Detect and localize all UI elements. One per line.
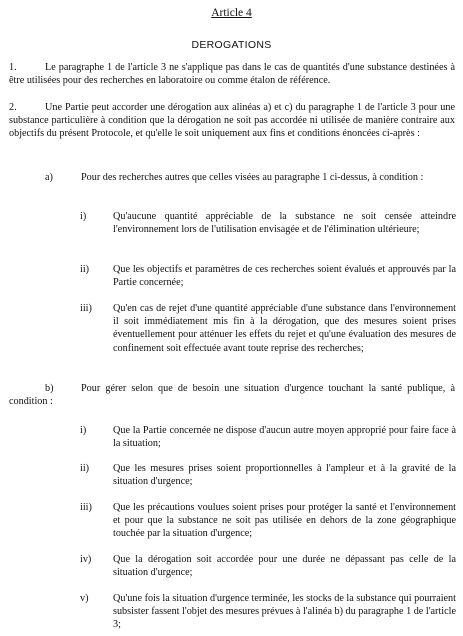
list-item-a-ii <box>80 263 456 289</box>
paragraph-1 <box>9 61 455 87</box>
article-title: Article 4 <box>211 7 252 19</box>
subparagraph-letter: b) <box>45 383 54 394</box>
paragraph-number: 1. <box>9 62 17 73</box>
item-text: Que les précautions voulues soient prises pour protéger la santé et l'environnement et pour que la substance ne soit pas utilisée en dehors de la zone géographique touchée par la situation d'urgence; <box>113 502 456 540</box>
item-text: Que la dérogation soit accordée pour une durée ne dépassant pas celle de la situation d'urgence; <box>113 554 456 579</box>
item-text: Que les objectifs et paramètres de ces recherches soient évalués et approuvés par la Partie concernée; <box>113 264 456 289</box>
item-text: Qu'en cas de rejet d'une quantité appréciable d'une substance dans l'environnement il soit immédiatement mis fin à la dérogation, que des mesures soient prises éventuellement pour atténuer les effets du rejet et qu'une évaluation des mesures de confinement soit effectuée avant toute reprise des recherches; <box>113 303 456 354</box>
subparagraph-text: Pour gérer selon que de besoin une situation d'urgence touchant la santé publique, à condition : <box>9 383 455 408</box>
item-text: Qu'une fois la situation d'urgence terminée, les stocks de la substance qui pourraient subsister fassent l'objet des mesures prévues à l'alinéa b) du paragraphe 1 de l'article 3; <box>113 593 456 631</box>
item-numeral: i) <box>80 425 87 436</box>
item-numeral: iii) <box>80 502 92 513</box>
item-text: Que les mesures prises soient proportionnelles à l'ampleur et à la gravité de la situation d'urgence; <box>113 463 456 488</box>
list-item-b-v <box>80 592 456 632</box>
list-item-b-iii <box>80 501 456 541</box>
subparagraph-text: Pour des recherches autres que celles visées au paragraphe 1 ci-dessus, à condition : <box>81 172 424 183</box>
item-text: Qu'aucune quantité appréciable de la substance ne soit censée atteindre l'environnement lors de l'utilisation envisagée et de l'élimination ultérieure; <box>113 211 456 236</box>
item-numeral: i) <box>80 211 87 222</box>
item-numeral: iii) <box>80 303 92 314</box>
list-item-b-ii <box>80 462 456 488</box>
item-numeral: ii) <box>80 264 90 275</box>
paragraph-text: Une Partie peut accorder une dérogation aux alinéas a) et c) du paragraphe 1 de l'article 3 pour une substance particulière à condition que la dérogation ne soit pas accordée ni utilisée de manière contraire aux objectifs du présent Protocole, et qu'elle le soit uniquement aux fins et conditions énoncées ci-après : <box>9 102 455 140</box>
item-text: Que la Partie concernée ne dispose d'aucun autre moyen approprié pour faire face à la situation; <box>113 425 456 450</box>
list-item-a-i <box>80 210 456 236</box>
paragraph-text: Le paragraphe 1 de l'article 3 ne s'applique pas dans le cas de quantités d'une substance destinées à être utilisées pour des recherches en laboratoire ou comme étalon de référence. <box>9 62 455 87</box>
subparagraph-a <box>9 171 455 184</box>
section-title: DEROGATIONS <box>191 39 272 51</box>
paragraph-number: 2. <box>9 102 17 113</box>
list-item-b-i <box>80 424 456 450</box>
item-numeral: iv) <box>80 554 92 565</box>
subparagraph-b <box>9 382 455 408</box>
subparagraph-letter: a) <box>45 172 53 183</box>
list-item-a-iii <box>80 302 456 355</box>
item-numeral: v) <box>80 593 89 604</box>
item-numeral: ii) <box>80 463 90 474</box>
list-item-b-iv <box>80 553 456 579</box>
paragraph-2 <box>9 101 455 141</box>
